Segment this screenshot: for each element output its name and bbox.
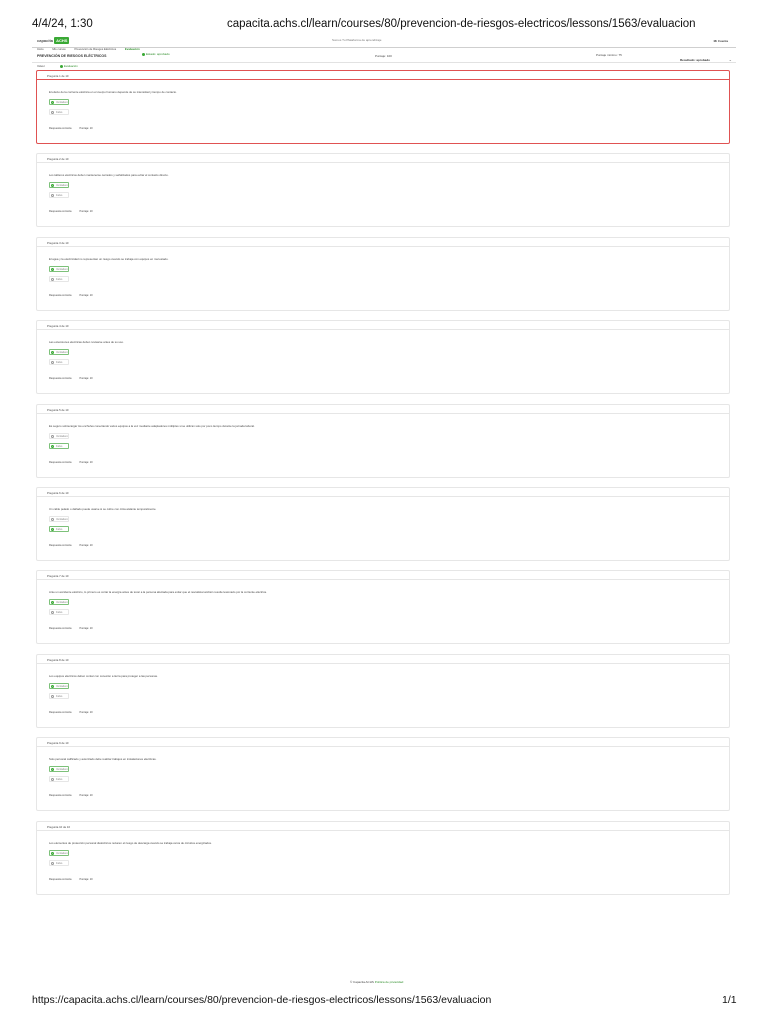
- radio-checked-icon: [51, 351, 54, 354]
- question-header: Pregunta 5 de 10: [37, 405, 729, 414]
- answer-option-label: Falso: [56, 611, 63, 615]
- result-score: Puntaje: 10: [79, 877, 93, 881]
- result-text: Respuesta correcta: [49, 127, 72, 130]
- question-card: [36, 737, 730, 811]
- answer-option-label: Verdadero: [56, 768, 68, 772]
- answer-option-label: Falso: [56, 444, 63, 448]
- question-header: Pregunta 7 de 10: [37, 571, 729, 580]
- question-result: [49, 711, 93, 714]
- result-text: Respuesta correcta: [49, 293, 72, 297]
- question-result: [49, 627, 93, 630]
- evaluation-tab[interactable]: [60, 64, 78, 68]
- print-url-footer: https://capacita.achs.cl/learn/courses/80/prevencion-de-riesgos-electricos/lessons/1563/evaluacion: [32, 994, 492, 1006]
- answer-option[interactable]: [49, 349, 69, 355]
- answer-option-label: Falso: [56, 361, 63, 365]
- question-card: [36, 320, 730, 394]
- answer-option-label: Verdadero: [56, 184, 68, 188]
- answer-option-label: Verdadero: [56, 601, 68, 605]
- answer-option[interactable]: [49, 766, 69, 772]
- radio-checked-icon: [51, 528, 54, 531]
- result-text: Respuesta correcta: [49, 460, 72, 464]
- result-text: Respuesta correcta: [49, 877, 72, 881]
- answer-option[interactable]: [49, 776, 69, 782]
- question-header: Pregunta 3 de 10: [37, 238, 729, 247]
- top-bar: [32, 35, 736, 51]
- answer-option-label: Verdadero: [56, 101, 68, 104]
- radio-checked-icon: [51, 601, 54, 604]
- result-text: Respuesta correcta: [49, 377, 72, 381]
- question-card: [36, 570, 730, 644]
- radio-checked-icon: [51, 445, 54, 448]
- answer-option[interactable]: [49, 359, 69, 365]
- account-menu[interactable]: Mi Cuenta: [713, 39, 728, 43]
- radio-icon: [51, 862, 54, 865]
- question-text: Los elementos de protección personal dieléctricos reducen el riesgo de descarga cuando se trabaja cerca de circuitos energizados.: [49, 840, 212, 845]
- evaluation-tab-label: Evaluación: [64, 64, 78, 68]
- question-card: [36, 153, 730, 227]
- answer-option-label: Verdadero: [56, 351, 68, 355]
- radio-icon: [51, 278, 54, 281]
- radio-checked-icon: [51, 852, 54, 855]
- question-result: [49, 294, 93, 297]
- radio-checked-icon: [51, 268, 54, 271]
- breadcrumb-item[interactable]: Prevención de Riesgos Eléctricos: [74, 47, 117, 51]
- question-text: El efecto de la corriente eléctrica en el cuerpo humano depende de su intensidad y tiempo de contacto.: [49, 90, 177, 94]
- question-header: Pregunta 1 de 10: [37, 71, 729, 80]
- question-card: [36, 237, 730, 311]
- radio-checked-icon: [51, 101, 54, 104]
- result-score: Puntaje: 10: [79, 544, 93, 547]
- answer-option[interactable]: [49, 182, 69, 188]
- result-score: Puntaje: 10: [79, 210, 93, 214]
- course-min-score: Puntaje mínimo: 75: [596, 53, 622, 57]
- question-text: Los equipos eléctricos deben contar con conexión a tierra para proteger a las personas.: [49, 673, 158, 678]
- radio-icon: [51, 194, 54, 197]
- radio-icon: [51, 435, 54, 438]
- question-header: Pregunta 2 de 10: [37, 154, 729, 163]
- question-text: Es seguro sobrecargar los enchufes conectando varios equipos a la vez mediante adaptadores múltiples si se utilizan solo por poco tiempo durante la jornada laboral.: [49, 423, 255, 428]
- question-text: Los tableros eléctricos deben mantenerse cerrados y señalizados para evitar el contacto directo.: [49, 173, 169, 178]
- breadcrumb-item[interactable]: Inicio: [37, 47, 44, 51]
- result-score: Puntaje: 10: [79, 794, 93, 798]
- answer-option[interactable]: [49, 443, 69, 449]
- answer-option[interactable]: [49, 516, 69, 522]
- logo[interactable]: [37, 37, 69, 44]
- question-result: [49, 210, 93, 213]
- radio-icon: [51, 518, 54, 521]
- answer-option[interactable]: [49, 192, 69, 198]
- answer-option-label: Falso: [56, 194, 63, 198]
- page-footer: [350, 980, 403, 984]
- question-header: Pregunta 4 de 10: [37, 321, 729, 330]
- radio-icon: [51, 111, 54, 114]
- radio-checked-icon: [51, 184, 54, 187]
- question-result: [49, 377, 93, 380]
- question-card: [36, 821, 730, 895]
- question-header: Pregunta 8 de 10: [37, 655, 729, 664]
- result-text: Respuesta correcta: [49, 794, 72, 798]
- result-score: Puntaje: 10: [79, 127, 93, 130]
- answer-option-label: Verdadero: [56, 434, 68, 438]
- question-header: Pregunta 10 de 10: [37, 822, 729, 831]
- question-card: [36, 404, 730, 478]
- print-header: [0, 14, 768, 34]
- result-text: Respuesta correcta: [49, 544, 72, 547]
- answer-option[interactable]: [49, 433, 69, 439]
- answer-option-label: Falso: [56, 528, 63, 531]
- result-text: Respuesta correcta: [49, 210, 72, 214]
- answer-option-label: Verdadero: [56, 518, 68, 521]
- course-status: [142, 52, 170, 56]
- course-title: PREVENCIÓN DE RIESGOS ELÉCTRICOS: [37, 54, 107, 58]
- print-page-number: 1/1: [722, 994, 737, 1006]
- question-text: Un cable pelado o dañado puede usarse si se cubre con cinta aislante temporalmente.: [49, 507, 157, 511]
- sub-bar: [32, 63, 736, 70]
- answer-option[interactable]: [49, 599, 69, 605]
- result-text: Respuesta correcta: [49, 710, 72, 714]
- answer-option-label: Falso: [56, 694, 63, 698]
- radio-icon: [51, 361, 54, 364]
- question-result: [49, 127, 93, 130]
- back-link[interactable]: Volver: [37, 64, 45, 68]
- footer-text: © Capacita ACHS: [350, 980, 374, 984]
- question-card: [36, 654, 730, 728]
- answer-option-label: Verdadero: [56, 851, 68, 855]
- logo-sub: capacita: [37, 38, 54, 43]
- result-score: Puntaje: 10: [79, 460, 93, 464]
- question-text: Las extensiones eléctricas deben revisarse antes de su uso.: [49, 340, 124, 345]
- radio-checked-icon: [51, 768, 54, 771]
- app-frame: [32, 35, 736, 70]
- result-score: Puntaje: 10: [79, 627, 93, 631]
- logo-mark: ACHS: [56, 38, 68, 43]
- answer-option[interactable]: [49, 683, 69, 689]
- question-text: Ante un accidente eléctrico, lo primero es cortar la energía antes de tocar a la persona afectada para evitar que el rescatista también resulte lesionado por la corriente eléctrica.: [49, 590, 267, 595]
- result-score: Puntaje: 10: [79, 293, 93, 297]
- answer-option[interactable]: [49, 109, 69, 115]
- print-url-header: capacita.achs.cl/learn/courses/80/prevencion-de-riesgos-electricos/lessons/1563/evaluacion: [227, 18, 696, 30]
- privacy-link[interactable]: Política de privacidad: [374, 980, 404, 984]
- question-header: Pregunta 9 de 10: [37, 738, 729, 747]
- question-text: Solo personal calificado y autorizado debe realizar trabajos en instalaciones eléctricas.: [49, 757, 157, 762]
- answer-option[interactable]: [49, 526, 69, 532]
- chevron-down-icon[interactable]: ⌄: [728, 57, 732, 62]
- breadcrumb-item[interactable]: Mis cursos: [52, 47, 66, 51]
- course-score: Puntaje: 100: [375, 54, 392, 58]
- answer-option[interactable]: [49, 860, 69, 866]
- answer-option-label: Falso: [56, 778, 63, 782]
- answer-option[interactable]: [49, 609, 69, 615]
- answer-option[interactable]: [49, 850, 69, 856]
- question-result: [49, 794, 93, 797]
- question-header: Pregunta 6 de 10: [37, 488, 729, 497]
- top-center-text: Somos Tu Plataforma de aprendizaje: [332, 38, 382, 42]
- answer-option[interactable]: [49, 693, 69, 699]
- print-date: 4/4/24, 1:30: [32, 18, 93, 30]
- answer-option-label: Falso: [56, 111, 63, 114]
- question-result: [49, 878, 93, 881]
- course-bar: [32, 50, 736, 63]
- answer-option-label: Verdadero: [56, 684, 68, 688]
- answer-option[interactable]: [49, 266, 69, 272]
- course-status-text: Estado: aprobado: [146, 52, 170, 56]
- radio-checked-icon: [51, 685, 54, 688]
- question-text: El agua y la electricidad no representan un riesgo cuando se trabaja con equipos en mal estado.: [49, 256, 169, 261]
- result-score: Puntaje: 10: [79, 710, 93, 714]
- question-result: [49, 461, 93, 464]
- radio-icon: [51, 695, 54, 698]
- status-dot-icon: [142, 53, 145, 56]
- answer-option[interactable]: [49, 276, 69, 282]
- course-result: Resultado: aprobado: [680, 58, 711, 62]
- radio-icon: [51, 778, 54, 781]
- question-result: [49, 544, 93, 547]
- answer-option[interactable]: [49, 99, 69, 105]
- answer-option-label: Falso: [56, 861, 63, 865]
- breadcrumb-item-current: Evaluación: [124, 47, 140, 51]
- answer-option-label: Falso: [56, 277, 63, 281]
- result-text: Respuesta correcta: [49, 627, 72, 631]
- result-score: Puntaje: 10: [79, 377, 93, 381]
- question-card: [36, 70, 730, 144]
- tab-dot-icon: [60, 65, 63, 68]
- answer-option-label: Verdadero: [56, 267, 68, 271]
- question-card: [36, 487, 730, 561]
- radio-icon: [51, 611, 54, 614]
